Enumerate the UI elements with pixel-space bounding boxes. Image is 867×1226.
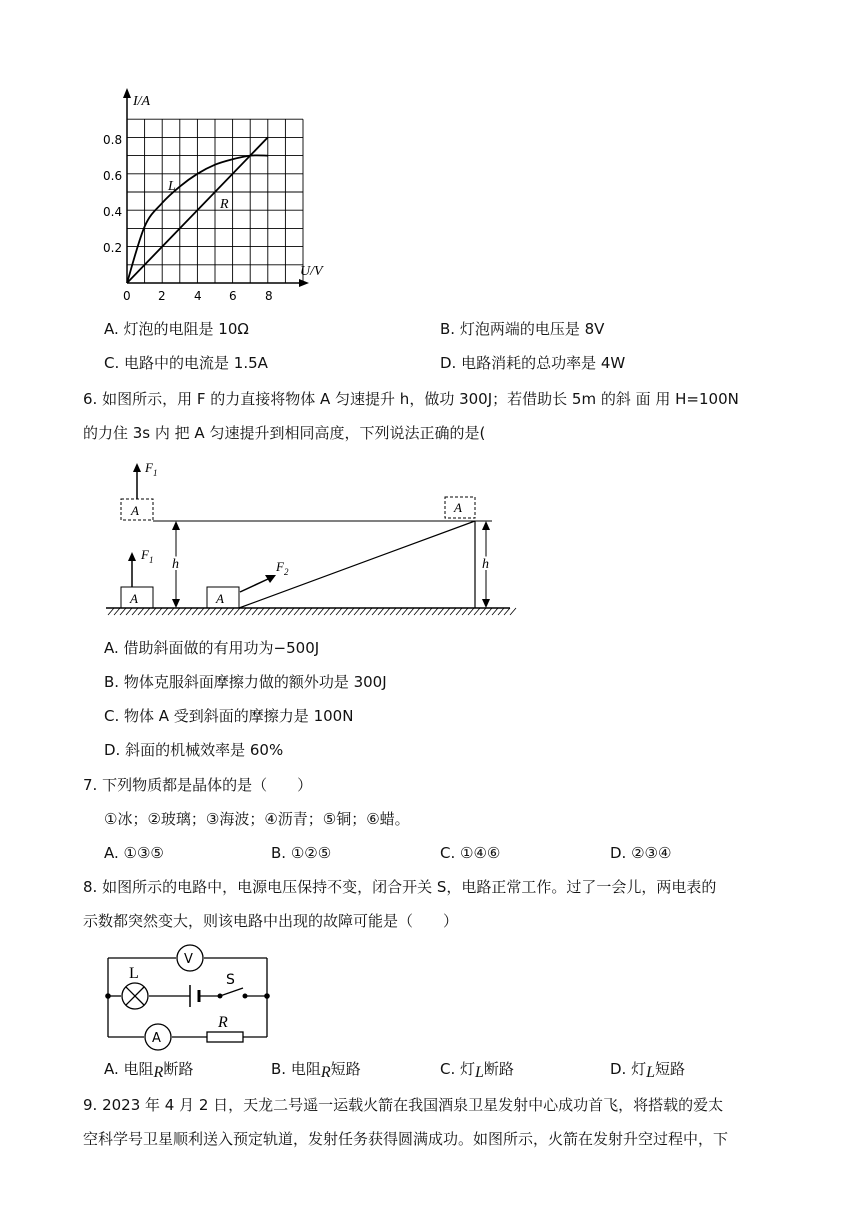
hatch-line [192,608,198,615]
hatch-line [144,608,150,615]
block-a-incline-top-label: A [454,500,462,515]
hatch-line [246,608,252,615]
hatch-line [510,608,516,615]
hatch-line [198,608,204,615]
y-tick-0.2: 0.2 [103,241,123,255]
q5-option-a: A. 灯泡的电阻是 10Ω [104,320,249,338]
hatch-line [480,608,486,615]
hatch-line [234,608,240,615]
hatch-line [228,608,234,615]
hatch-line [426,608,432,615]
hatch-line [504,608,510,615]
hatch-line [474,608,480,615]
q6-option-b: B. 物体克服斜面摩擦力做的额外功是 300J [104,673,387,691]
hatch-line [294,608,300,615]
f2-arrow [240,579,268,592]
q8-stem-line1: 8. 如图所示的电路中，电源电压保持不变，闭合开关 S，电路正常工作。过了一会儿，两电表的 [83,878,717,896]
hatch-line [348,608,354,615]
hatch-line [450,608,456,615]
hatch-line [360,608,366,615]
f1-label-bottom: $F_1$ [141,547,154,565]
hatch-line [180,608,186,615]
hatch-line [378,608,384,615]
q7-option-c: C. ①④⑥ [440,844,501,862]
hatch-line [396,608,402,615]
q6-option-a: A. 借助斜面做的有用功为−500J [104,639,320,657]
hatch-line [132,608,138,615]
hatch-line [276,608,282,615]
y-tick-0.4: 0.4 [103,205,123,219]
hatch-line [456,608,462,615]
q7-option-d: D. ②③④ [610,844,672,862]
hatch-line [300,608,306,615]
f1-label-top: $F_1$ [145,460,158,478]
q9-stem-line1: 9. 2023 年 4 月 2 日，天龙二号遥一运载火箭在我国酒泉卫星发射中心成功首飞，将搭载的爱太 [83,1096,724,1114]
q8-stem-line2: 示数都突然变大，则该电路中出现的故障可能是（ ） [83,912,459,930]
q9-stem-line2: 空科学号卫星顺利送入预定轨道，发射任务获得圆满成功。如图所示，火箭在发射升空过程中，下 [83,1130,729,1148]
x-tick-8: 8 [265,289,273,303]
q5-option-b: B. 灯泡两端的电压是 8V [440,320,605,338]
hatch-line [168,608,174,615]
hatch-line [216,608,222,615]
y-axis-label: I/A [133,94,151,109]
hatch-line [306,608,312,615]
lamp-curve-label: L [168,179,176,194]
hatch-line [372,608,378,615]
circuit-diagram [0,940,867,1046]
q6-stem-line1: 6. 如图所示，用 F 的力直接将物体 A 匀速提升 h，做功 300J；若借助长 5m 的斜 面 用 H=100N [83,390,739,408]
y-tick-0.8: 0.8 [103,133,123,147]
junction-left [105,993,111,999]
hatch-line [258,608,264,615]
hatch-line [498,608,504,615]
hatch-line [150,608,156,615]
q5-option-d: D. 电路消耗的总功率是 4W [440,354,626,372]
block-a-raised-label: A [131,503,139,518]
x-axis-arrow [299,279,309,287]
voltmeter-label: V [184,952,193,967]
q7-option-b: B. ①②⑤ [271,844,332,862]
x-tick-2: 2 [158,289,166,303]
q6-option-d: D. 斜面的机械效率是 60% [104,741,284,759]
hatch-line [240,608,246,615]
resistor [207,1032,243,1042]
switch-contact-right [243,994,248,999]
hatch-line [282,608,288,615]
hatch-line [432,608,438,615]
height-label-right: h [482,557,489,572]
y-axis-arrow [123,88,131,98]
switch-label: S [226,972,235,988]
hatch-line [120,608,126,615]
hatch-line [444,608,450,615]
hatch-line [402,608,408,615]
x-tick-4: 4 [194,289,202,303]
q8-option-c: C. 灯L断路 [440,1060,514,1081]
hatch-line [492,608,498,615]
hatch-line [162,608,168,615]
hatch-line [114,608,120,615]
hatch-line [156,608,162,615]
hatch-line [108,608,114,615]
hatch-line [318,608,324,615]
ammeter-label: A [152,1031,161,1046]
switch-blade [220,988,243,996]
hatch-line [222,608,228,615]
hatch-line [186,608,192,615]
hatch-line [204,608,210,615]
hatch-line [138,608,144,615]
incline-surface [239,521,475,608]
hatch-line [210,608,216,615]
hatch-line [414,608,420,615]
hatch-line [324,608,330,615]
height-label-left: h [172,557,179,572]
q8-option-d: D. 灯L短路 [610,1060,686,1081]
q6-option-c: C. 物体 A 受到斜面的摩擦力是 100N [104,707,354,725]
hatch-line [270,608,276,615]
resistor-line-label: R [220,197,229,212]
hatch-line [420,608,426,615]
junction-right [264,993,270,999]
hatch-line [312,608,318,615]
x-tick-6: 6 [229,289,237,303]
hatch-line [366,608,372,615]
hatch-line [336,608,342,615]
hatch-line [462,608,468,615]
block-a-incline-label: A [216,591,224,606]
hatch-line [264,608,270,615]
hatch-line [330,608,336,615]
iu-graph [0,0,867,320]
hatch-line [438,608,444,615]
q5-option-c: C. 电路中的电流是 1.5A [104,354,268,372]
resistor-label: R [218,1014,228,1031]
hatch-line [342,608,348,615]
hatch-line [486,608,492,615]
q7-option-a: A. ①③⑤ [104,844,164,862]
q8-option-a: A. 电阻R断路 [104,1060,194,1081]
hatch-line [384,608,390,615]
y-tick-0.6: 0.6 [103,169,123,183]
incline-figure [0,455,867,625]
hatch-line [408,608,414,615]
x-tick-0: 0 [123,289,131,303]
q7-stem: 7. 下列物质都是晶体的是（ ） [83,776,313,794]
q7-items: ①冰；②玻璃；③海波；④沥青；⑤铜；⑥蜡。 [104,810,410,828]
hatch-line [468,608,474,615]
ground-hatching [108,608,516,615]
f2-label: $F_2$ [276,559,289,577]
lamp-label: L [129,965,139,982]
x-axis-label: U/V [300,264,323,279]
block-a-ground-left-label: A [130,591,138,606]
graph-grid [127,119,303,283]
q6-stem-line2: 的力住 3s 内 把 A 匀速提升到相同高度，下列说法正确的是( [83,424,486,442]
hatch-line [126,608,132,615]
q8-option-b: B. 电阻R短路 [271,1060,361,1081]
hatch-line [288,608,294,615]
hatch-line [174,608,180,615]
hatch-line [252,608,258,615]
hatch-line [390,608,396,615]
hatch-line [354,608,360,615]
